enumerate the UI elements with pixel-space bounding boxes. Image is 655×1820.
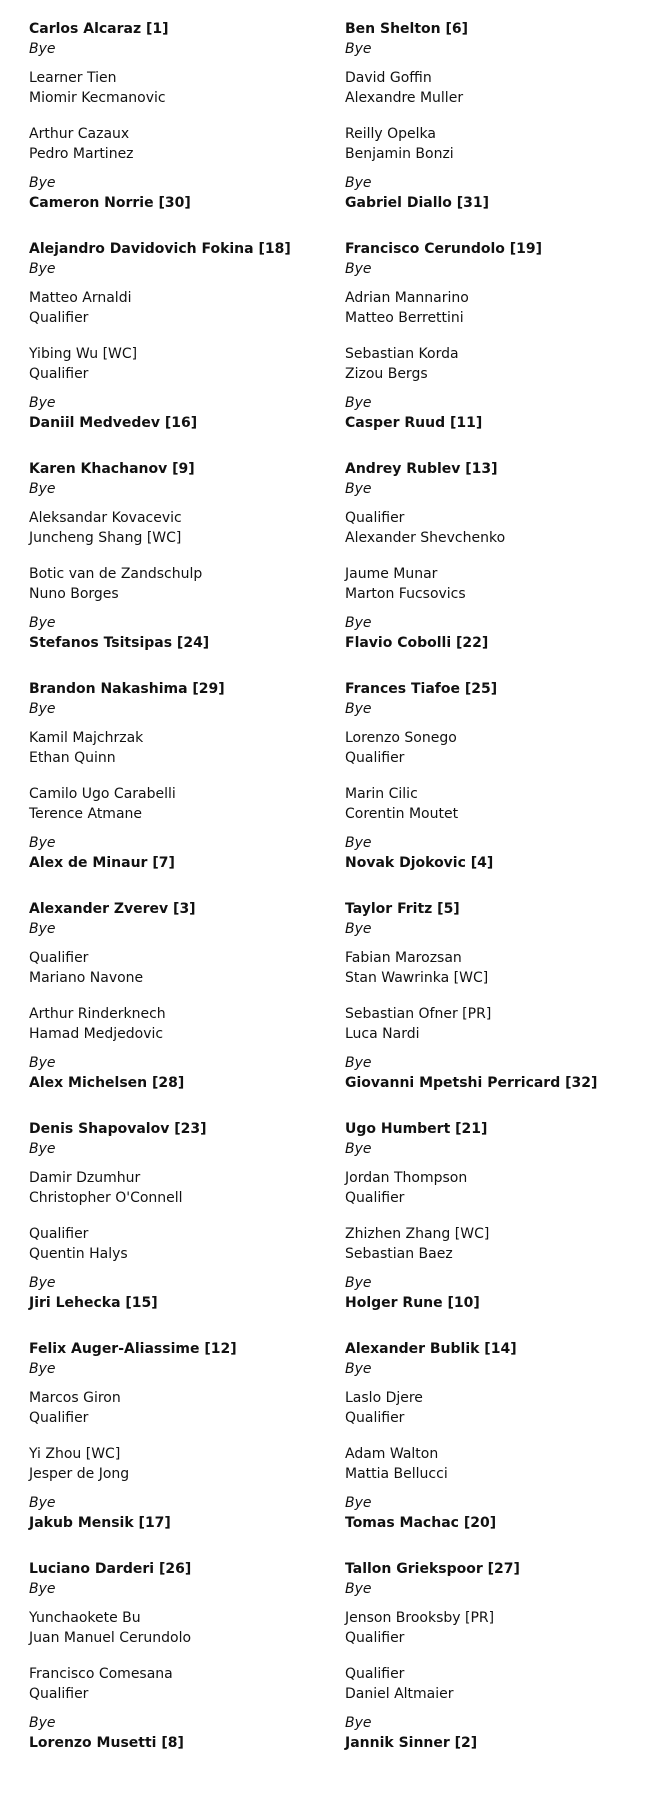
player-entry: Sebastian Ofner [PR] <box>345 1006 492 1022</box>
player-entry: Damir Dzumhur <box>29 1170 141 1186</box>
player-entry: Benjamin Bonzi <box>345 146 454 162</box>
player-entry: Alexandre Muller <box>345 90 464 106</box>
player-entry: Pedro Martinez <box>29 146 134 162</box>
seeded-player: Felix Auger-Aliassime [12] <box>29 1341 237 1357</box>
player-entry: Lorenzo Sonego <box>345 730 457 746</box>
left-column <box>29 19 339 1779</box>
player-entry: Marcos Giron <box>29 1390 121 1406</box>
player-entry: Adam Walton <box>345 1446 439 1462</box>
player-entry: Alexander Shevchenko <box>345 530 506 546</box>
draw-section <box>29 679 339 899</box>
bye-entry: Bye <box>345 1055 372 1071</box>
bye-entry: Bye <box>345 921 372 937</box>
player-entry: Jenson Brooksby [PR] <box>345 1610 495 1626</box>
player-entry: Qualifier <box>345 1666 405 1682</box>
player-entry: Aleksandar Kovacevic <box>29 510 182 526</box>
seeded-player: Karen Khachanov [9] <box>29 461 195 477</box>
draw-section <box>29 1339 339 1559</box>
player-entry: Reilly Opelka <box>345 126 436 142</box>
bye-entry: Bye <box>29 615 56 631</box>
player-entry: Jesper de Jong <box>29 1466 130 1482</box>
seeded-player: Novak Djokovic [4] <box>345 855 494 871</box>
bye-entry: Bye <box>29 1715 56 1731</box>
player-entry: Laslo Djere <box>345 1390 423 1406</box>
seeded-player: Cameron Norrie [30] <box>29 195 191 211</box>
player-entry: Camilo Ugo Carabelli <box>29 786 176 802</box>
seeded-player: Taylor Fritz [5] <box>345 901 460 917</box>
right-column <box>345 19 655 1779</box>
player-entry: Matteo Berrettini <box>345 310 464 326</box>
seeded-player: Casper Ruud [11] <box>345 415 483 431</box>
bye-entry: Bye <box>345 1361 372 1377</box>
bye-entry: Bye <box>345 175 372 191</box>
seeded-player: Francisco Cerundolo [19] <box>345 241 543 257</box>
seeded-player: Ben Shelton [6] <box>345 21 469 37</box>
player-entry: Daniel Altmaier <box>345 1686 454 1702</box>
player-entry: Qualifier <box>29 1410 89 1426</box>
player-entry: Ethan Quinn <box>29 750 116 766</box>
seeded-player: Ugo Humbert [21] <box>345 1121 488 1137</box>
bye-entry: Bye <box>29 1275 56 1291</box>
draw-section <box>345 1339 655 1559</box>
seeded-player: Denis Shapovalov [23] <box>29 1121 207 1137</box>
player-entry: Christopher O'Connell <box>29 1190 183 1206</box>
player-entry: Qualifier <box>29 310 89 326</box>
seeded-player: Alex de Minaur [7] <box>29 855 175 871</box>
seeded-player: Tallon Griekspoor [27] <box>345 1561 520 1577</box>
bye-entry: Bye <box>29 835 56 851</box>
draw-section <box>345 1119 655 1339</box>
seeded-player: Jakub Mensik [17] <box>29 1515 171 1531</box>
player-entry: Arthur Cazaux <box>29 126 130 142</box>
draw-section <box>345 1559 655 1779</box>
player-entry: Yunchaokete Bu <box>29 1610 141 1626</box>
player-entry: Fabian Marozsan <box>345 950 462 966</box>
player-entry: Zizou Bergs <box>345 366 428 382</box>
seeded-player: Jannik Sinner [2] <box>345 1735 478 1751</box>
seeded-player: Frances Tiafoe [25] <box>345 681 498 697</box>
player-entry: Hamad Medjedovic <box>29 1026 164 1042</box>
seeded-player: Alejandro Davidovich Fokina [18] <box>29 241 291 257</box>
player-entry: Yibing Wu [WC] <box>29 346 138 362</box>
draw-section <box>29 1559 339 1779</box>
seeded-player: Brandon Nakashima [29] <box>29 681 225 697</box>
bye-entry: Bye <box>345 1715 372 1731</box>
bye-entry: Bye <box>29 261 56 277</box>
player-entry: Jaume Munar <box>345 566 438 582</box>
player-entry: Nuno Borges <box>29 586 119 602</box>
draw-section <box>29 899 339 1119</box>
bye-entry: Bye <box>29 481 56 497</box>
draw-section <box>345 459 655 679</box>
player-entry: Arthur Rinderknech <box>29 1006 166 1022</box>
player-entry: Zhizhen Zhang [WC] <box>345 1226 490 1242</box>
bye-entry: Bye <box>29 1141 56 1157</box>
bye-entry: Bye <box>345 261 372 277</box>
player-entry: Qualifier <box>345 1630 405 1646</box>
player-entry: Terence Atmane <box>29 806 143 822</box>
bye-entry: Bye <box>29 395 56 411</box>
seeded-player: Alex Michelsen [28] <box>29 1075 185 1091</box>
seeded-player: Flavio Cobolli [22] <box>345 635 489 651</box>
bye-entry: Bye <box>345 1141 372 1157</box>
bye-entry: Bye <box>345 395 372 411</box>
draw-section <box>345 899 655 1119</box>
player-entry: Kamil Majchrzak <box>29 730 144 746</box>
seeded-player: Gabriel Diallo [31] <box>345 195 490 211</box>
draw-section <box>29 1119 339 1339</box>
draw-section <box>29 19 339 239</box>
player-entry: Stan Wawrinka [WC] <box>345 970 489 986</box>
seeded-player: Daniil Medvedev [16] <box>29 415 198 431</box>
player-entry: Mariano Navone <box>29 970 144 986</box>
seeded-player: Luciano Darderi [26] <box>29 1561 192 1577</box>
player-entry: Jordan Thompson <box>345 1170 468 1186</box>
player-entry: Matteo Arnaldi <box>29 290 132 306</box>
bye-entry: Bye <box>345 1495 372 1511</box>
seeded-player: Lorenzo Musetti [8] <box>29 1735 184 1751</box>
player-entry: Francisco Comesana <box>29 1666 173 1682</box>
player-entry: Qualifier <box>29 1686 89 1702</box>
bye-entry: Bye <box>345 41 372 57</box>
draw-section <box>345 239 655 459</box>
bye-entry: Bye <box>29 1055 56 1071</box>
seeded-player: Carlos Alcaraz [1] <box>29 21 169 37</box>
seeded-player: Giovanni Mpetshi Perricard [32] <box>345 1075 598 1091</box>
player-entry: Adrian Mannarino <box>345 290 469 306</box>
player-entry: Sebastian Baez <box>345 1246 453 1262</box>
seeded-player: Alexander Zverev [3] <box>29 901 196 917</box>
player-entry: Qualifier <box>345 510 405 526</box>
draw-section <box>29 459 339 679</box>
bye-entry: Bye <box>345 1275 372 1291</box>
bye-entry: Bye <box>29 1581 56 1597</box>
player-entry: Qualifier <box>29 366 89 382</box>
player-entry: Juncheng Shang [WC] <box>29 530 182 546</box>
draw-section <box>345 679 655 899</box>
player-entry: Marin Cilic <box>345 786 418 802</box>
player-entry: Marton Fucsovics <box>345 586 466 602</box>
bye-entry: Bye <box>29 701 56 717</box>
player-entry: Qualifier <box>345 1190 405 1206</box>
draw-section <box>29 239 339 459</box>
player-entry: Qualifier <box>345 1410 405 1426</box>
bye-entry: Bye <box>29 1361 56 1377</box>
player-entry: Mattia Bellucci <box>345 1466 448 1482</box>
bye-entry: Bye <box>345 701 372 717</box>
seeded-player: Holger Rune [10] <box>345 1295 480 1311</box>
bye-entry: Bye <box>345 615 372 631</box>
bye-entry: Bye <box>29 921 56 937</box>
player-entry: Learner Tien <box>29 70 117 86</box>
bye-entry: Bye <box>345 1581 372 1597</box>
bye-entry: Bye <box>29 1495 56 1511</box>
player-entry: David Goffin <box>345 70 432 86</box>
player-entry: Juan Manuel Cerundolo <box>29 1630 192 1646</box>
player-entry: Botic van de Zandschulp <box>29 566 203 582</box>
bye-entry: Bye <box>29 41 56 57</box>
bye-entry: Bye <box>345 835 372 851</box>
bye-entry: Bye <box>29 175 56 191</box>
player-entry: Miomir Kecmanovic <box>29 90 166 106</box>
player-entry: Qualifier <box>345 750 405 766</box>
player-entry: Yi Zhou [WC] <box>29 1446 121 1462</box>
player-entry: Luca Nardi <box>345 1026 420 1042</box>
bye-entry: Bye <box>345 481 372 497</box>
player-entry: Qualifier <box>29 950 89 966</box>
seeded-player: Tomas Machac [20] <box>345 1515 497 1531</box>
player-entry: Qualifier <box>29 1226 89 1242</box>
seeded-player: Stefanos Tsitsipas [24] <box>29 635 210 651</box>
seeded-player: Alexander Bublik [14] <box>345 1341 517 1357</box>
player-entry: Corentin Moutet <box>345 806 459 822</box>
player-entry: Sebastian Korda <box>345 346 459 362</box>
seeded-player: Jiri Lehecka [15] <box>29 1295 158 1311</box>
player-entry: Quentin Halys <box>29 1246 128 1262</box>
seeded-player: Andrey Rublev [13] <box>345 461 498 477</box>
draw-section <box>345 19 655 239</box>
